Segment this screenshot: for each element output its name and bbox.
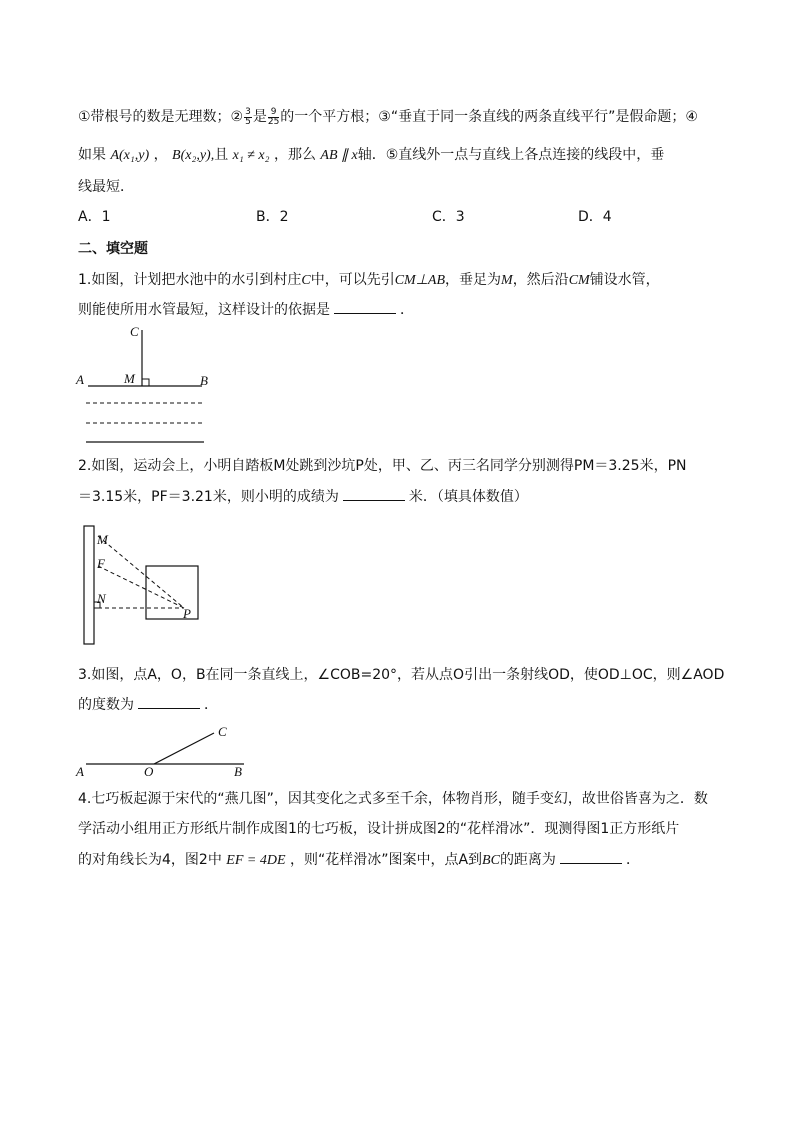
label-N: N [97,591,106,606]
text: ，然后沿 [512,272,569,288]
math-BC: BC [482,853,500,868]
math-parallel: AB ∥ x [320,148,358,163]
text: ． [625,852,640,868]
label-B: B [200,373,208,388]
answer-blank[interactable] [138,694,200,709]
label-M: M [97,532,108,547]
label-M: M [124,371,135,386]
fraction-9-25: $\frac{9}{25}$ [267,106,280,127]
answer-blank[interactable] [343,486,405,501]
q2-line-1: 2.如图，运动会上，小明自踏板M处跳到沙坑P处，甲、乙、丙三名同学分别测得PM＝3.25米，PN [78,458,687,474]
q1-line-2 [78,299,414,321]
text: ，那么 [273,147,316,163]
text: 轴．⑤直线外一点与直线上各点连接的线段中，垂 [357,147,665,163]
math-neq: x₁ ≠ x₂ [232,148,270,163]
label-O: O [144,764,154,779]
q1-figure [70,322,220,447]
text: 且 [214,147,229,163]
text: ． [400,302,414,318]
q2-line-2 [78,486,528,508]
answer-blank[interactable] [334,299,396,314]
option-c: C．3 [432,209,465,225]
text: 则能使所用水管最短，这样设计的依据是 [78,302,330,318]
text: 米．（填具体数值） [408,489,528,505]
label-A: A [76,372,84,387]
option-a: A．1 [78,209,111,225]
label-P: P [183,606,191,621]
math-cm-perp-ab: CM⊥AB [394,273,446,288]
prev-question-line-2 [78,144,664,167]
q4-line-2: 学活动小组用正方形纸片制作成图1的七巧板，设计拼成图2的“花样滑冰”．现测得图1正方形纸片 [78,821,680,837]
text: ， [153,147,168,163]
text: 的距离为 [499,852,556,868]
text: 是 [252,109,267,125]
prev-question-line-1 [78,106,698,128]
text: 1.如图，计划把水池中的水引到村庄 [78,272,302,288]
text: ． [204,697,218,713]
math-M: M [501,273,513,288]
text: 的对角线长为4，图2中 [78,852,222,868]
text: 的一个平方根；③“垂直于同一条直线的两条直线平行”是假命题；④ [280,109,698,125]
label-C: C [218,724,227,739]
text: 如果 [78,147,106,163]
math-CM: CM [568,273,590,288]
answer-blank[interactable] [560,849,622,864]
text: ①带根号的数是无理数；② [78,109,244,125]
label-A: A [76,764,84,779]
text: 铺设水管， [589,272,660,288]
text: ，垂足为 [445,272,502,288]
label-C: C [130,324,139,339]
text: ，则“花样滑冰”图案中，点A到 [289,852,483,868]
q3-line-2 [78,694,218,716]
q3-figure [74,722,254,782]
math-ef-4de: EF = 4DE [226,853,286,868]
math-A: A(x₁,y) [110,148,150,163]
math-B: B(x₂,y), [172,148,215,163]
q4-line-3 [78,849,640,872]
math-C: C [301,273,311,288]
label-B: B [234,764,242,779]
q1-line-1 [78,269,660,292]
q3-line-1: 3.如图，点A，O，B在同一条直线上，∠COB=20°，若从点O引出一条射线OD，使OD⊥OC，则∠AOD [78,667,725,683]
q2-figure [80,522,210,647]
fraction-3-5: $\frac{3}{5}$ [245,106,251,127]
label-F: F [97,556,105,571]
option-d: D．4 [578,209,612,225]
text: ＝3.15米，PF＝3.21米，则小明的成绩为 [78,489,339,505]
text: 中，可以先引 [310,272,395,288]
section-title: 二、填空题 [78,241,148,257]
option-b: B．2 [256,209,289,225]
prev-question-line-3: 线最短． [78,179,134,195]
q4-line-1: 4.七巧板起源于宋代的“燕几图”，因其变化之式多至千余，体物肖形，随手变幻，故世俗皆喜为之．数 [78,791,708,807]
text: 的度数为 [78,697,134,713]
